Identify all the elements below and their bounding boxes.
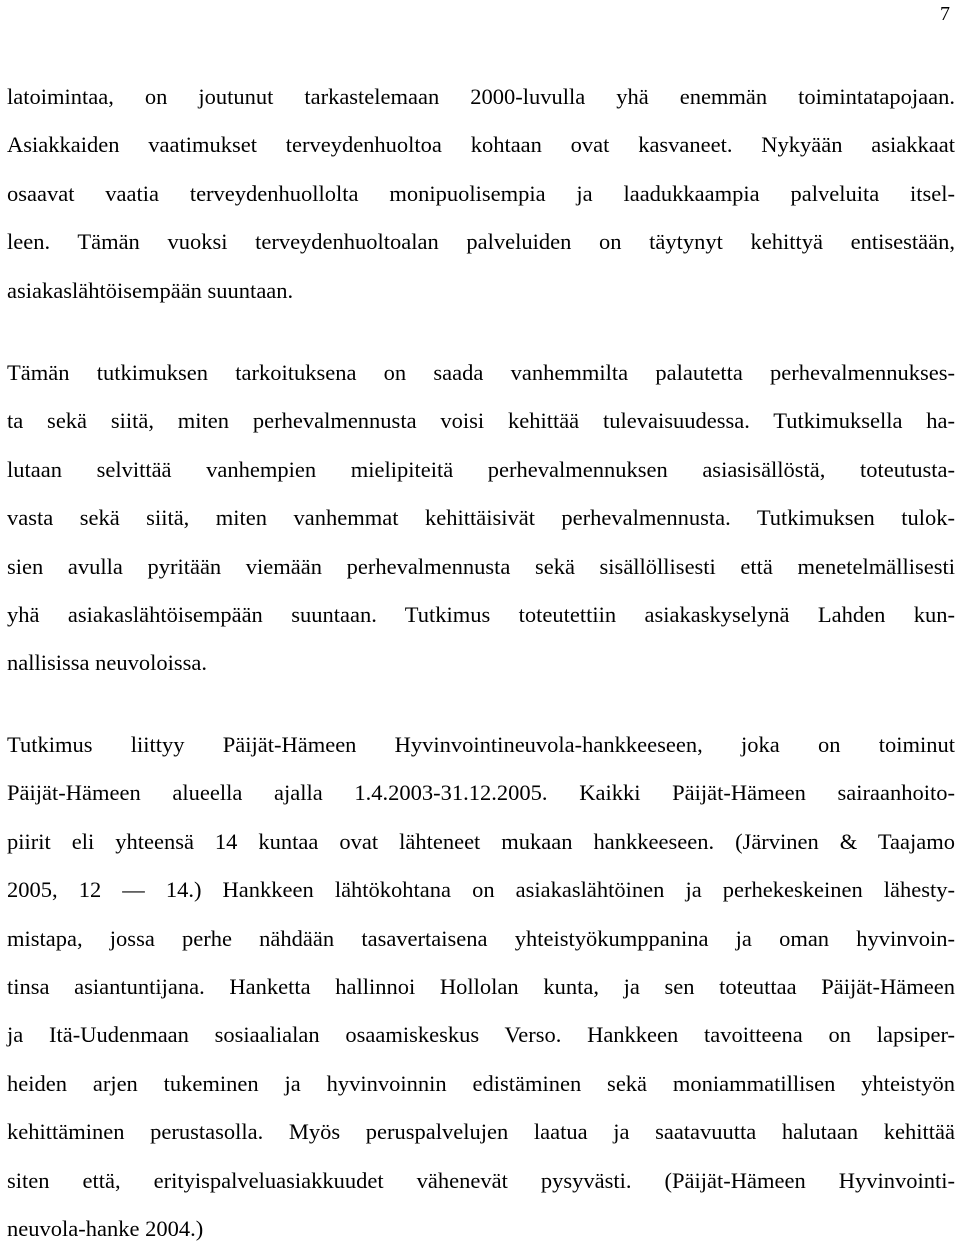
text-line: piirit eli yhteensä 14 kuntaa ovat lähteneet mukaan hankkeeseen. (Järvinen & Taajamo xyxy=(7,828,955,854)
text-line: 2005, 12 — 14.) Hankkeen lähtökohtana on asiakaslähtöinen ja perhekeskeinen lähesty- xyxy=(7,877,955,903)
text-line: asiakaslähtöisempään suuntaan. xyxy=(7,277,294,303)
text-line: ta sekä siitä, miten perhevalmennusta voisi kehittää tulevaisuudessa. Tutkimuksella ha- xyxy=(7,408,955,434)
text-line: neuvola-hanke 2004.) xyxy=(7,1215,204,1241)
text-line: vasta sekä siitä, miten vanhemmat kehittäisivät perhevalmennusta. Tutkimuksen tulok- xyxy=(7,505,955,531)
text-line: ja Itä-Uudenmaan sosiaalialan osaamiskeskus Verso. Hankkeen tavoitteena on lapsiper- xyxy=(7,1022,955,1048)
text-line: nallisissa neuvoloissa. xyxy=(7,650,207,676)
text-line: tinsa asiantuntijana. Hanketta hallinnoi Hollolan kunta, ja sen toteuttaa Päijät-Hämeen xyxy=(7,973,955,999)
paragraph xyxy=(7,721,955,1253)
text-line: latoimintaa, on joutunut tarkastelemaan 2000-luvulla yhä enemmän toimintatapojaan. xyxy=(7,84,955,109)
text-line: mistapa, jossa perhe nähdään tasavertaisena yhteistyökumppanina ja oman hyvinvoin- xyxy=(7,925,955,951)
text-line: osaavat vaatia terveydenhuollolta monipuolisempia ja laadukkaampia palveluita itsel- xyxy=(7,180,955,206)
text-line: kehittäminen perustasolla. Myös peruspalvelujen laatua ja saatavuutta halutaan kehittää xyxy=(7,1119,955,1145)
text-line: lutaan selvittää vanhempien mielipiteitä perhevalmennuksen asiasisällöstä, toteutusta- xyxy=(7,456,955,482)
text-line: siten että, erityispalveluasiakkuudet vähenevät pysyvästi. (Päijät-Hämeen Hyvinvointi- xyxy=(7,1167,955,1193)
text-line: Tämän tutkimuksen tarkoituksena on saada vanhemmilta palautetta perhevalmennukses- xyxy=(7,360,955,385)
text-line: yhä asiakaslähtöisempään suuntaan. Tutkimus toteutettiin asiakaskyselynä Lahden kun- xyxy=(7,601,955,627)
text-line: Tutkimus liittyy Päijät-Hämeen Hyvinvointineuvola-hankkeeseen, joka on toiminut xyxy=(7,732,955,757)
paragraph xyxy=(7,349,955,688)
text-line: sien avulla pyritään viemään perhevalmennusta sekä sisällöllisesti että menetelmällisesti xyxy=(7,553,955,579)
page-number: 7 xyxy=(940,3,950,25)
text-line: Asiakkaiden vaatimukset terveydenhuoltoa kohtaan ovat kasvaneet. Nykyään asiakkaat xyxy=(7,132,955,158)
text-line: leen. Tämän vuoksi terveydenhuoltoalan palveluiden on täytynyt kehittyä entisestään, xyxy=(7,229,955,255)
text-line: Päijät-Hämeen alueella ajalla 1.4.2003-31.12.2005. Kaikki Päijät-Hämeen sairaanhoito- xyxy=(7,780,955,806)
text-line: heiden arjen tukeminen ja hyvinvoinnin edistäminen sekä moniammatillisen yhteistyön xyxy=(7,1070,955,1096)
paragraph xyxy=(7,73,955,315)
